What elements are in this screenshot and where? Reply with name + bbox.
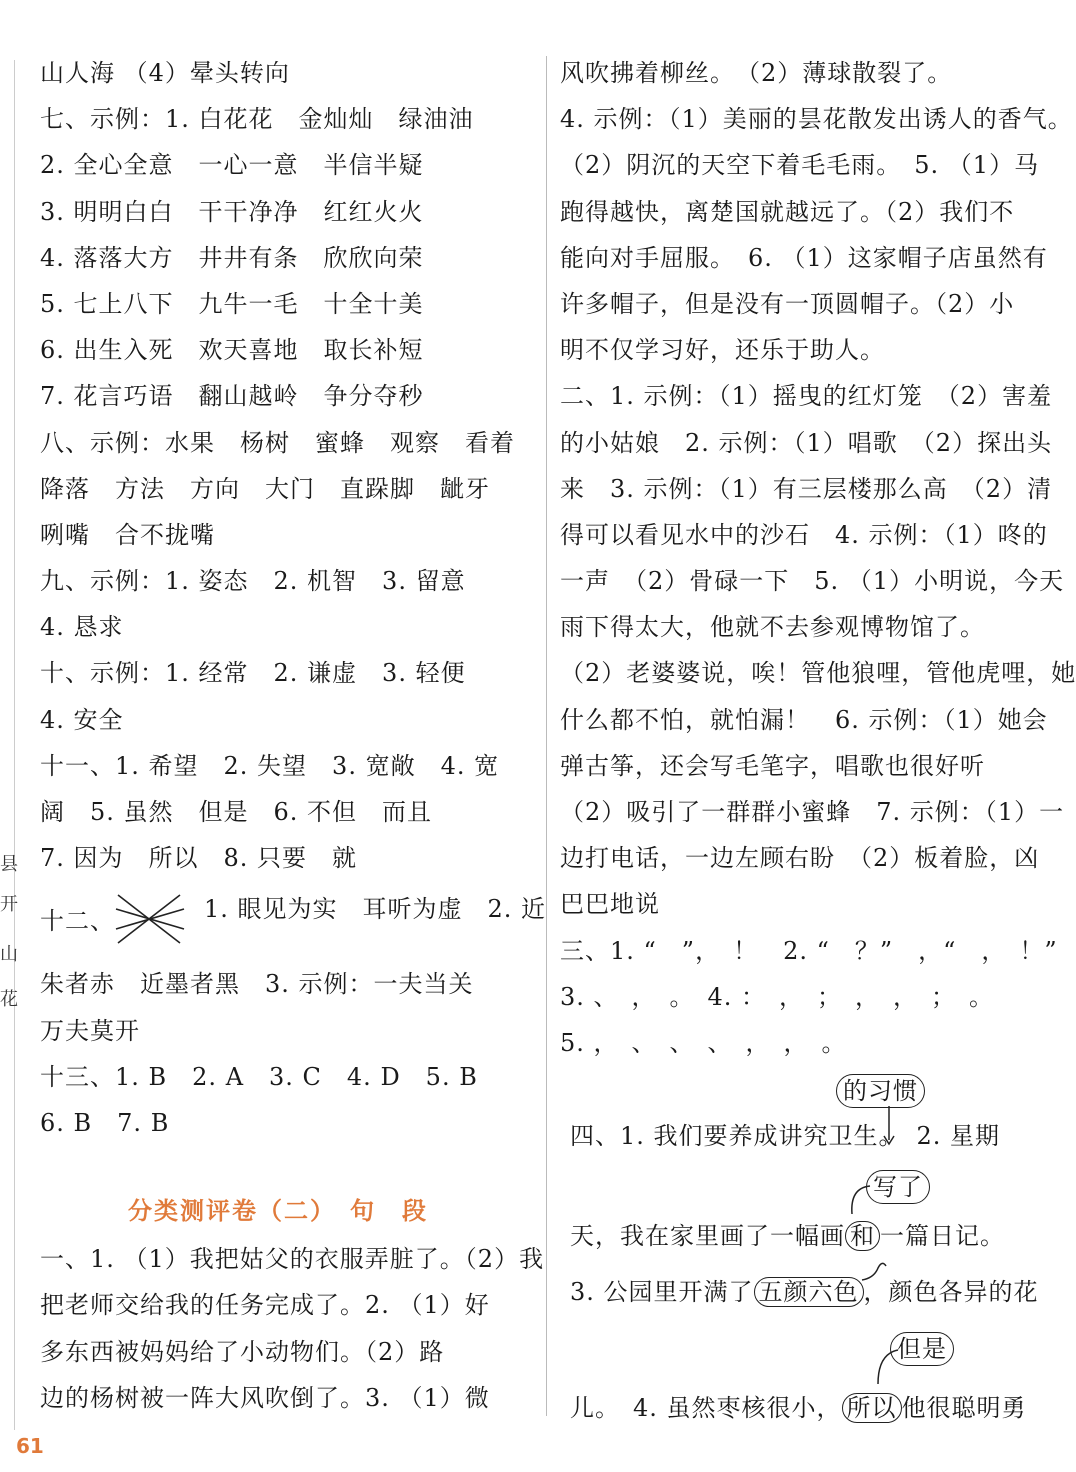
answer-line: 十三、1. B 2. A 3. C 4. D 5. B xyxy=(40,1062,478,1091)
matching-lines-icon xyxy=(114,889,186,949)
margin-fragment: 花 xyxy=(0,989,18,1010)
correction-line xyxy=(560,1066,1060,1166)
correction-text xyxy=(570,1216,1005,1251)
answer-line: 4. 恳求 xyxy=(40,613,124,642)
answer-line: 4. 安全 xyxy=(40,705,124,734)
answer-line: 九、示例：1. 姿态 2. 机智 3. 留意 xyxy=(40,567,466,596)
margin-fragment: 县 xyxy=(0,854,18,875)
replace-stroke-icon xyxy=(842,1176,872,1216)
correction-line xyxy=(560,1252,1060,1318)
answer-line: 朱者赤 近墨者黑 3. 示例：一夫当关 xyxy=(40,970,474,999)
answer-line: 七、示例：1. 白花花 金灿灿 绿油油 xyxy=(40,105,474,134)
answer-line: 4. 落落大方 井井有条 欣欣向荣 xyxy=(40,243,424,272)
answer-line: 明不仅学习好，还乐于助人。 xyxy=(560,336,885,365)
answer-line: 6. B 7. B xyxy=(40,1108,170,1137)
insert-bubble: 的习惯 xyxy=(836,1074,925,1108)
answer-text: 1. 眼见为实 耳听为虚 2. 近 xyxy=(204,895,547,924)
answer-line: 雨下得太大，他就不去参观博物馆了。 xyxy=(560,613,985,642)
answer-line: 阔 5. 虽然 但是 6. 不但 而且 xyxy=(40,798,433,826)
replace-bubble: 写了 xyxy=(866,1170,930,1204)
answer-line: 三、1. “ ”， ！ 2. “ ？” ，“ ， ！” xyxy=(560,936,1058,965)
answer-line: 4. 示例：（1）美丽的昙花散发出诱人的香气。 xyxy=(560,105,1073,134)
answer-line: 跑得越快，离楚国就越远了。（2）我们不 xyxy=(560,197,1015,226)
answer-line: 边打电话，一边左顾右盼 （2）板着脸，凶 xyxy=(560,844,1040,873)
answer-line: 5. 七上八下 九牛一毛 十全十美 xyxy=(40,289,424,318)
text-before: 天，我在家里画了一幅画 xyxy=(570,1222,845,1251)
text-before: 儿。 4. 虽然枣核很小， xyxy=(570,1394,842,1423)
section-title: 分类测评卷（二） 句 段 xyxy=(128,1197,428,1226)
correction-text xyxy=(570,1388,1027,1423)
answer-line: 降落 方法 方向 大门 直跺脚 龇牙 xyxy=(40,474,490,503)
text-after: 一篇日记。 xyxy=(880,1222,1005,1251)
answer-line: （2）阴沉的天空下着毛毛雨。 5. （1）马 xyxy=(560,151,1040,180)
answer-line: 的小姑娘 2. 示例：（1）唱歌 （2）探出头 xyxy=(560,428,1053,457)
text-before: 四、1. 我们要养成讲究卫生 xyxy=(570,1122,879,1151)
correction-text xyxy=(570,1116,1000,1151)
answer-line: （2）老婆婆说，唉！管他狼哩，管他虎哩，她 xyxy=(560,659,1076,688)
answer-line: 边的杨树被一阵大风吹倒了。3. （1）微 xyxy=(40,1383,490,1412)
answer-line: 7. 花言巧语 翻山越岭 争分夺秒 xyxy=(40,382,424,411)
left-margin-rule xyxy=(14,60,15,1430)
page-number: 61 xyxy=(16,1434,44,1458)
answer-line: 许多帽子，但是没有一顶圆帽子。（2）小 xyxy=(560,289,1015,318)
column-divider xyxy=(546,56,547,1416)
answer-line: 一、1. （1）我把姑父的衣服弄脏了。（2）我 xyxy=(40,1245,545,1274)
answer-line: 弹古筝，还会写毛笔字，唱歌也很好听 xyxy=(560,751,985,780)
text-before: 3. 公园里开满了 xyxy=(570,1278,754,1307)
circled-word: 和 xyxy=(845,1221,880,1251)
text-after: 他很聪明勇 xyxy=(901,1394,1027,1423)
answer-line: 多东西被妈妈给了小动物们。（2）路 xyxy=(40,1337,445,1366)
replace-bubble: 但是 xyxy=(890,1332,954,1366)
answer-line: 3. 明明白白 干干净净 红红火火 xyxy=(40,197,424,226)
answer-line: 什么都不怕，就怕漏！ 6. 示例：（1）她会 xyxy=(560,705,1048,734)
answer-line: 5. ， 、 、 、 ， ， 。 xyxy=(560,1028,847,1057)
answer-line: 山人海 （4）晕头转向 xyxy=(40,59,290,87)
answer-line: 十、示例：1. 经常 2. 谦虚 3. 轻便 xyxy=(40,659,466,688)
answer-line: 7. 因为 所以 8. 只要 就 xyxy=(40,844,358,873)
text-after: 。 2. 星期 xyxy=(878,1122,1001,1151)
correction-text xyxy=(570,1272,1039,1307)
answer-line: 十一、1. 希望 2. 失望 3. 宽敞 4. 宽 xyxy=(40,751,500,780)
answer-line: 八、示例：水果 杨树 蜜蜂 观察 看着 xyxy=(40,428,515,457)
answer-line: 6. 出生入死 欢天喜地 取长补短 xyxy=(40,336,424,365)
answer-line: 一声 （2）骨碌一下 5. （1）小明说，今天 xyxy=(560,567,1065,596)
answer-line: 二、1. 示例：（1）摇曳的红灯笼 （2）害羞 xyxy=(560,382,1053,411)
answer-line: 万夫莫开 xyxy=(40,1016,140,1045)
answer-line: 巴巴地说 xyxy=(560,890,660,919)
answer-line: 来 3. 示例：（1）有三层楼那么高 （2）清 xyxy=(560,474,1053,503)
correction-line xyxy=(560,1166,1060,1252)
correction-line xyxy=(560,1318,1060,1423)
answer-line: 咧嘴 合不拢嘴 xyxy=(40,520,215,549)
replace-stroke-icon xyxy=(870,1342,900,1386)
answer-line: （2）吸引了一群群小蜜蜂 7. 示例：（1）一 xyxy=(560,798,1065,826)
answer-line: 得可以看见水中的沙石 4. 示例：（1）咚的 xyxy=(560,520,1048,549)
margin-fragment: 山 xyxy=(0,944,18,965)
circled-word: 五颜六色 xyxy=(754,1277,864,1307)
left-column xyxy=(40,50,547,1421)
circled-word: 所以 xyxy=(842,1393,902,1423)
answer-line: 3. 、 ， 。 4. ： ， ； ， ， ； 。 xyxy=(560,982,995,1011)
answer-line: 风吹拂着柳丝。 （2）薄球散裂了。 xyxy=(560,59,953,87)
answer-line-matching xyxy=(40,881,547,961)
answer-line: 把老师交给我的任务完成了。2. （1）好 xyxy=(40,1291,490,1320)
answer-line: 能向对手屈服。 6. （1）这家帽子店虽然有 xyxy=(560,243,1048,272)
answer-line: 2. 全心全意 一心一意 半信半疑 xyxy=(40,151,424,180)
margin-fragment: 开 xyxy=(0,894,18,915)
right-column xyxy=(560,50,1076,1423)
text-after: ，颜色各异的花 xyxy=(863,1278,1039,1307)
section-prefix: 十二、 xyxy=(40,907,115,936)
